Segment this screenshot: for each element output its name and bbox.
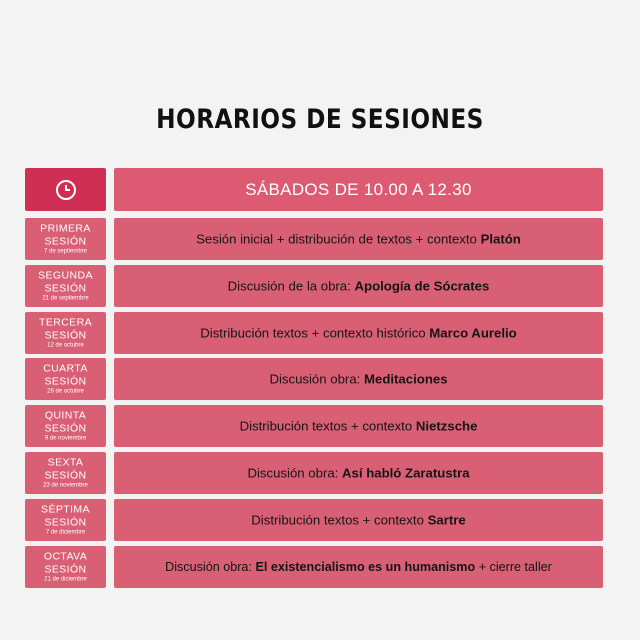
- session-label-cell: [25, 218, 106, 260]
- session-label-cell: [25, 265, 106, 307]
- session-description: Distribución textos + contexto Nietzsche: [239, 418, 478, 434]
- session-date: 23 de noviembre: [43, 482, 88, 489]
- session-word: SESIÓN: [44, 469, 87, 481]
- session-work: El existencialismo es un humanismo: [255, 560, 476, 574]
- session-description: Distribución textos + contexto histórico Marco Aurelio: [200, 325, 517, 341]
- session-word: SESIÓN: [44, 375, 87, 387]
- session-number: TERCERA: [39, 316, 92, 329]
- session-label-cell: [25, 452, 106, 494]
- session-description: Discusión obra: Así habló Zaratustra: [247, 465, 470, 481]
- session-number: SEGUNDA: [38, 269, 93, 282]
- session-work: Apología de Sócrates: [354, 278, 490, 294]
- session-date: 21 de diciembre: [44, 576, 87, 583]
- session-word: SESIÓN: [44, 235, 87, 247]
- session-number: QUINTA: [44, 409, 87, 422]
- session-label-cell: [25, 499, 106, 541]
- session-description-cell: [114, 546, 603, 588]
- session-label-cell: [25, 546, 106, 588]
- session-number: SEXTA: [47, 456, 84, 469]
- session-work: Nietzsche: [415, 418, 478, 434]
- session-work: Platón: [480, 231, 521, 247]
- session-number: CUARTA: [43, 362, 88, 375]
- session-description: Discusión de la obra: Apología de Sócrates: [227, 278, 490, 294]
- session-number: PRIMERA: [40, 222, 91, 235]
- session-date: 7 de septiembre: [43, 248, 88, 255]
- session-description: Distribución textos + contexto Sartre: [251, 512, 466, 528]
- session-word: SESIÓN: [44, 422, 87, 434]
- header-icon-cell: [25, 168, 106, 211]
- header-schedule-cell: [114, 168, 603, 211]
- session-number: SÉPTIMA: [41, 503, 90, 516]
- session-label-cell: [25, 358, 106, 400]
- session-description-cell: [114, 499, 603, 541]
- session-description: Discusión obra: El existencialismo es un humanismo + cierre taller: [165, 560, 552, 574]
- session-number: OCTAVA: [43, 550, 88, 563]
- session-work: Marco Aurelio: [429, 325, 517, 341]
- clock-icon: [56, 180, 76, 200]
- session-work: Así habló Zaratustra: [342, 465, 470, 481]
- session-description-cell: [114, 452, 603, 494]
- session-work: Sartre: [427, 512, 466, 528]
- session-description-cell: [114, 358, 603, 400]
- session-description: Sesión inicial + distribución de textos + contexto Platón: [196, 231, 521, 247]
- session-label-cell: [25, 405, 106, 447]
- session-date: 26 de octubre: [47, 388, 84, 395]
- session-label-cell: [25, 312, 106, 354]
- session-word: SESIÓN: [44, 329, 87, 341]
- session-description-cell: [114, 405, 603, 447]
- session-description: Discusión obra: Meditaciones: [269, 371, 448, 387]
- session-word: SESIÓN: [44, 282, 87, 294]
- session-word: SESIÓN: [44, 516, 87, 528]
- session-date: 9 de noviembre: [44, 435, 87, 442]
- session-date: 7 de diciembre: [45, 529, 86, 536]
- session-date: 21 de septiembre: [42, 295, 89, 302]
- schedule-time: SÁBADOS DE 10.00 A 12.30: [245, 179, 472, 199]
- page-title: HORARIOS DE SESIONES: [156, 104, 484, 135]
- session-description-cell: [114, 265, 603, 307]
- session-description-cell: [114, 218, 603, 260]
- session-date: 12 de octubre: [47, 342, 84, 349]
- session-word: SESIÓN: [44, 563, 87, 575]
- session-description-cell: [114, 312, 603, 354]
- session-work: Meditaciones: [364, 371, 448, 387]
